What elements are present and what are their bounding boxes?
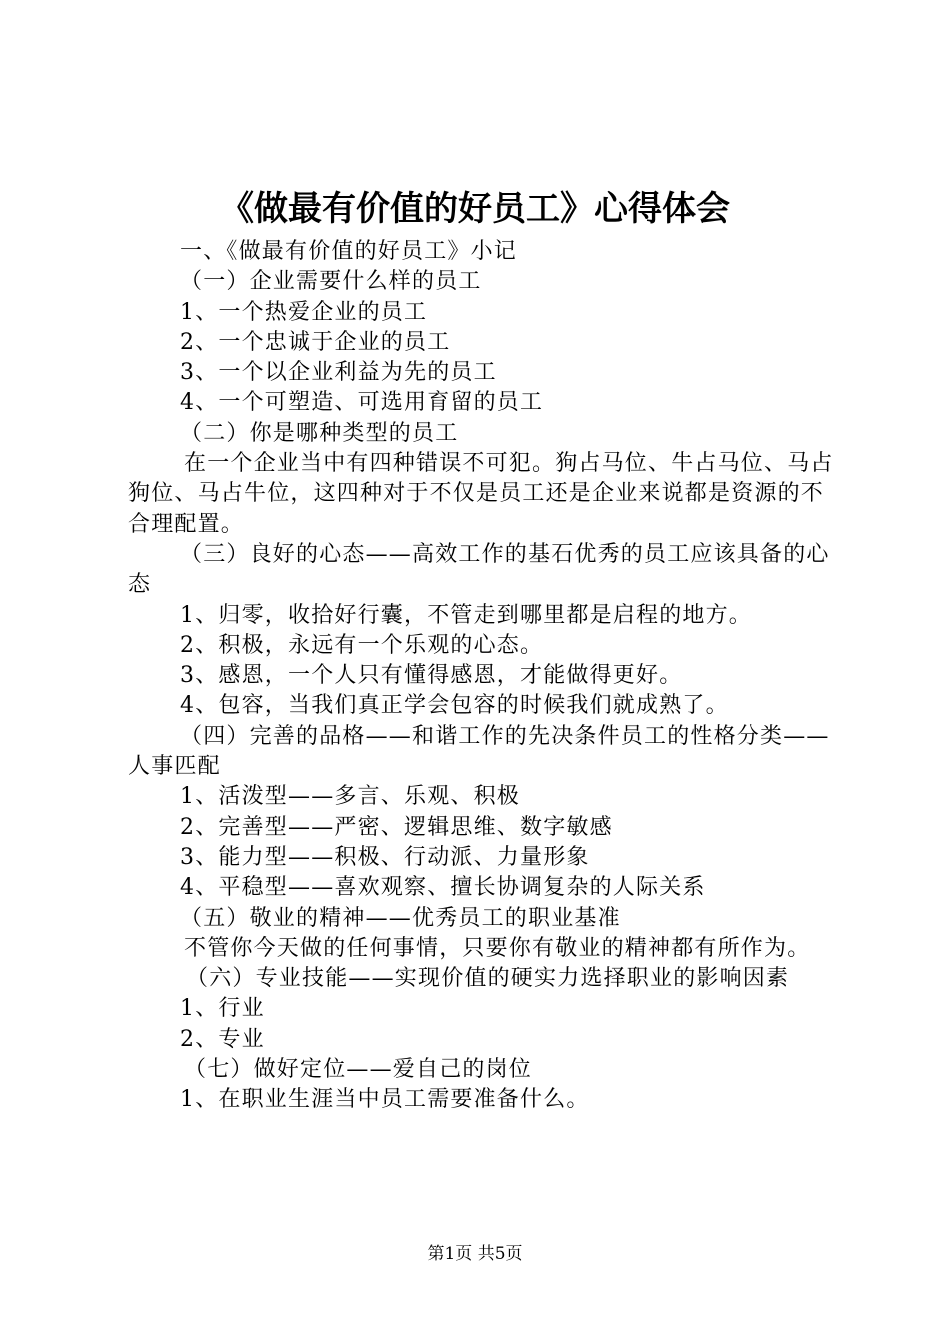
list-item: 2、积极，永远有一个乐观的心态。: [180, 632, 544, 658]
list-item: 3、感恩，一个人只有懂得感恩，才能做得更好。: [180, 663, 683, 689]
list-item: 3、能力型——积极、行动派、力量形象: [180, 844, 590, 870]
list-item: 3、一个以企业利益为先的员工: [180, 360, 497, 386]
subsection-heading: （四）完善的品格——和谐工作的先决条件员工的性格分类——人事匹配: [128, 723, 830, 780]
list-item: 1、行业: [180, 996, 265, 1022]
document-title: 《做最有价值的好员工》心得体会: [220, 189, 730, 229]
body-paragraph: 在一个企业当中有四种错误不可犯。狗占马位、牛占马位、马占狗位、马占牛位，这四种对于不仅是员工还是企业来说都是资源的不合理配置。: [128, 451, 834, 537]
list-item: 1、活泼型——多言、乐观、积极: [180, 784, 520, 810]
subsection-heading: （一）企业需要什么样的员工: [180, 269, 482, 295]
subsection-heading: （二）你是哪种类型的员工: [180, 420, 459, 446]
subsection-heading: （六）专业技能——实现价值的硬实力选择职业的影响因素: [186, 966, 790, 992]
section-heading-1: 一、《做最有价值的好员工》小记: [180, 239, 518, 264]
subsection-heading: （五）敬业的精神——优秀员工的职业基准: [180, 905, 621, 931]
subsection-heading: （三）良好的心态——高效工作的基石优秀的员工应该具备的心态: [128, 541, 830, 598]
list-item: 1、在职业生涯当中员工需要准备什么。: [180, 1087, 590, 1113]
list-item: 2、完善型——严密、逻辑思维、数字敏感: [180, 814, 613, 840]
list-item: 4、包容，当我们真正学会包容的时候我们就成熟了。: [180, 693, 729, 719]
list-item: 2、专业: [180, 1026, 265, 1052]
subsection-heading: （七）做好定位——爱自己的岗位: [184, 1057, 533, 1083]
list-item: 1、归零，收拾好行囊，不管走到哪里都是启程的地方。: [180, 602, 752, 628]
document-body: [128, 237, 840, 1116]
page-number-footer: 第1页 共5页: [427, 1244, 523, 1264]
list-item: 4、一个可塑造、可选用育留的员工: [180, 390, 544, 416]
list-item: 4、平稳型——喜欢观察、擅长协调复杂的人际关系: [180, 875, 706, 901]
list-item: 2、一个忠诚于企业的员工: [180, 329, 451, 355]
body-paragraph: 不管你今天做的任何事情，只要你有敬业的精神都有所作为。: [184, 935, 811, 961]
list-item: 1、一个热爱企业的员工: [180, 299, 428, 325]
